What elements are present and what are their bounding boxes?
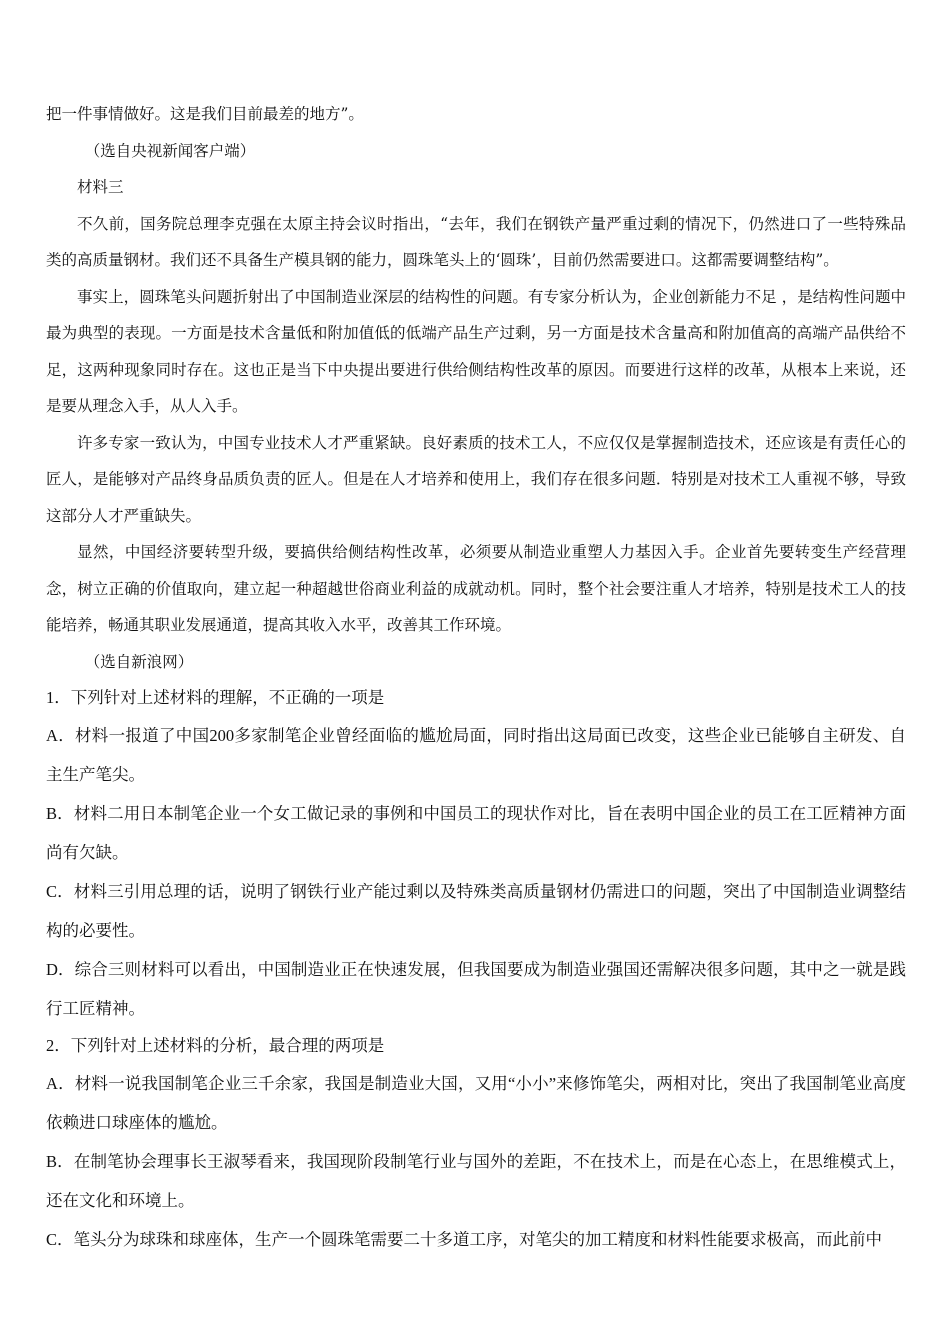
- question-1-option-c: C．材料三引用总理的话，说明了钢铁行业产能过剩以及特殊类高质量钢材仍需进口的问题，突出了中国制造业调整结构的必要性。: [46, 882, 906, 940]
- question-1-option-d: D．综合三则材料可以看出，中国制造业正在快速发展，但我国要成为制造业强国还需解决很多问题，其中之一就是践行工匠精神。: [46, 960, 906, 1018]
- material3-paragraph-1: 不久前，国务院总理李克强在太原主持会议时指出，“去年，我们在钢铁产量严重过剩的情况下，仍然进口了一些特殊品类的高质量钢材。我们还不具备生产模具钢的能力，圆珠笔头上的‘圆珠’，目前仍然需要进口。这都需要调整结构”。: [46, 214, 906, 269]
- material3-paragraph-4: 显然，中国经济要转型升级，要搞供给侧结构性改革，必须要从制造业重塑人力基因入手。企业首先要转变生产经营理念，树立正确的价值取向，建立起一种超越世俗商业利益的成就动机。同时，整个社会要注重人才培养，特别是技术工人的技能培养，畅通其职业发展通道，提高其收入水平，改善其工作环境。: [46, 543, 906, 634]
- question-2-option-b: B．在制笔协会理事长王淑琴看来，我国现阶段制笔行业与国外的差距，不在技术上，而是在心态上，在思维模式上，还在文化和环境上。: [46, 1152, 906, 1210]
- question-2-option-c: C．笔头分为球珠和球座体，生产一个圆珠笔需要二十多道工序，对笔尖的加工精度和材料性能要求极高，而此前中: [46, 1230, 883, 1249]
- question-1-option-b: B．材料二用日本制笔企业一个女工做记录的事例和中国员工的现状作对比，旨在表明中国企业的员工在工匠精神方面尚有欠缺。: [46, 804, 906, 862]
- question-2-option-a: A．材料一说我国制笔企业三千余家，我国是制造业大国，又用“小小”来修饰笔尖，两相对比，突出了我国制笔业高度依赖进口球座体的尴尬。: [46, 1074, 906, 1132]
- material3-heading: 材料三: [77, 178, 124, 196]
- passage-continuation: 把一件事情做好。这是我们目前最差的地方”。: [46, 105, 364, 123]
- source-note-material2: （选自央视新闻客户端）: [84, 141, 256, 160]
- question-1-option-a: A．材料一报道了中国200多家制笔企业曾经面临的尴尬局面，同时指出这局面已改变，这些企业已能够自主研发、自主生产笔尖。: [46, 726, 906, 784]
- source-note-material3: （选自新浪网）: [84, 652, 194, 671]
- material3-paragraph-2: 事实上，圆珠笔头问题折射出了中国制造业深层的结构性的问题。有专家分析认为，企业创新能力不足 ，是结构性问题中最为典型的表现。一方面是技术含量低和附加值低的低端产品生产过剩，另一方面是技术含量高和附加值高的高端产品供给不足，这两种现象同时存在。这也正是当下中央提出要进行供给侧结构性改革的原因。而要进行这样的改革，从根本上来说，还是要从理念入手，从人入手。: [46, 287, 906, 415]
- material3-paragraph-3: 许多专家一致认为，中国专业技术人才严重紧缺。良好素质的技术工人，不应仅仅是掌握制造技术，还应该是有责任心的匠人，是能够对产品终身品质负责的匠人。但是在人才培养和使用上，我们存在很多问题．特别是对技术工人重视不够，导致这部分人才严重缺失。: [46, 433, 906, 525]
- document-page: [46, 96, 906, 1259]
- question-1-stem: 1．下列针对上述材料的理解，不正确的一项是: [46, 688, 385, 707]
- question-2-stem: 2．下列针对上述材料的分析，最合理的两项是: [46, 1036, 385, 1055]
